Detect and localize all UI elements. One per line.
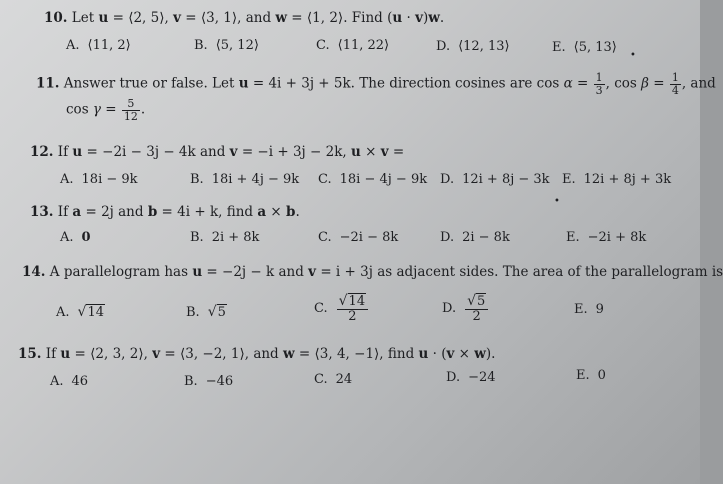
question-15: 15. If u = ⟨2, 3, 2⟩, v = ⟨3, −2, 1⟩, and w = ⟨3, 4, −1⟩, find u · (v × w). [18, 346, 496, 362]
pencil-mark: • [630, 50, 636, 61]
option-d[interactable]: D. 12i + 8j − 3k [440, 172, 550, 187]
question-11: 11. Answer true or false. Let u = 4i + 3j + 5k. The direction cosines are cos α = $\frac{1}{3}$ , cos β = $\frac{1}{4}$ , and [36, 71, 716, 97]
option-d[interactable]: D. ⟨12, 13⟩ [436, 39, 510, 54]
question-14: 14. A parallelogram has u = −2j − k and v = i + 3j as adjacent sides. The area of the parallelogram is [22, 264, 723, 280]
option-e[interactable]: E. 0 [576, 368, 606, 383]
option-b[interactable]: B. 18i + 4j − 9k [190, 172, 300, 187]
option-a[interactable]: A. ⟨11, 2⟩ [66, 38, 131, 53]
option-a[interactable]: A. √14 [56, 304, 104, 320]
option-a[interactable]: A. 0 [60, 230, 91, 245]
option-d[interactable]: D. −24 [446, 370, 496, 385]
sqrt-expression: √14 [77, 304, 104, 320]
option-e[interactable]: E. ⟨5, 13⟩ [552, 40, 617, 55]
sqrt-expression: √5 [207, 304, 226, 320]
option-e[interactable]: E. 9 [574, 302, 604, 317]
fraction-cos-gamma: $\frac{5}{12}$ [123, 97, 138, 123]
option-c[interactable]: C. 18i − 4j − 9k [318, 172, 428, 187]
option-c[interactable]: C. $\frac{√14}{2}$ [314, 294, 369, 323]
option-c[interactable]: C. 24 [314, 372, 353, 387]
fraction-cos-alpha: $\frac{1}{3}$ [595, 71, 603, 97]
option-c[interactable]: C. −2i − 8k [318, 230, 399, 245]
question-number: 10. [44, 10, 68, 26]
option-e[interactable]: E. −2i + 8k [566, 230, 647, 245]
question-10: 10. Let u = ⟨2, 5⟩, v = ⟨3, 1⟩, and w = ⟨1, 2⟩. Find (u · v)w. [44, 10, 445, 26]
option-b[interactable]: B. √5 [186, 304, 226, 320]
option-e[interactable]: E. 12i + 8j + 3k [562, 172, 672, 187]
option-c[interactable]: C. ⟨11, 22⟩ [316, 38, 390, 53]
pencil-mark: • [554, 196, 560, 207]
option-a[interactable]: A. 18i − 9k [60, 172, 138, 187]
fraction-sqrt: $\frac{√14}{2}$ [337, 294, 368, 323]
option-b[interactable]: B. 2i + 8k [190, 230, 260, 245]
option-a[interactable]: A. 46 [50, 374, 89, 389]
option-d[interactable]: D. $\frac{√5}{2}$ [442, 294, 489, 323]
option-d[interactable]: D. 2i − 8k [440, 230, 510, 245]
question-11-line2: cos γ = $\frac{5}{12}$ . [66, 97, 146, 123]
option-b[interactable]: B. ⟨5, 12⟩ [194, 38, 259, 53]
option-b[interactable]: B. −46 [184, 374, 234, 389]
fraction-sqrt: $\frac{√5}{2}$ [465, 294, 488, 323]
question-13: 13. If a = 2j and b = 4i + k, find a × b. [30, 204, 300, 220]
fraction-cos-beta: $\frac{1}{4}$ [671, 71, 679, 97]
question-12: 12. If u = −2i − 3j − 4k and v = −i + 3j − 2k, u × v = [30, 144, 405, 160]
